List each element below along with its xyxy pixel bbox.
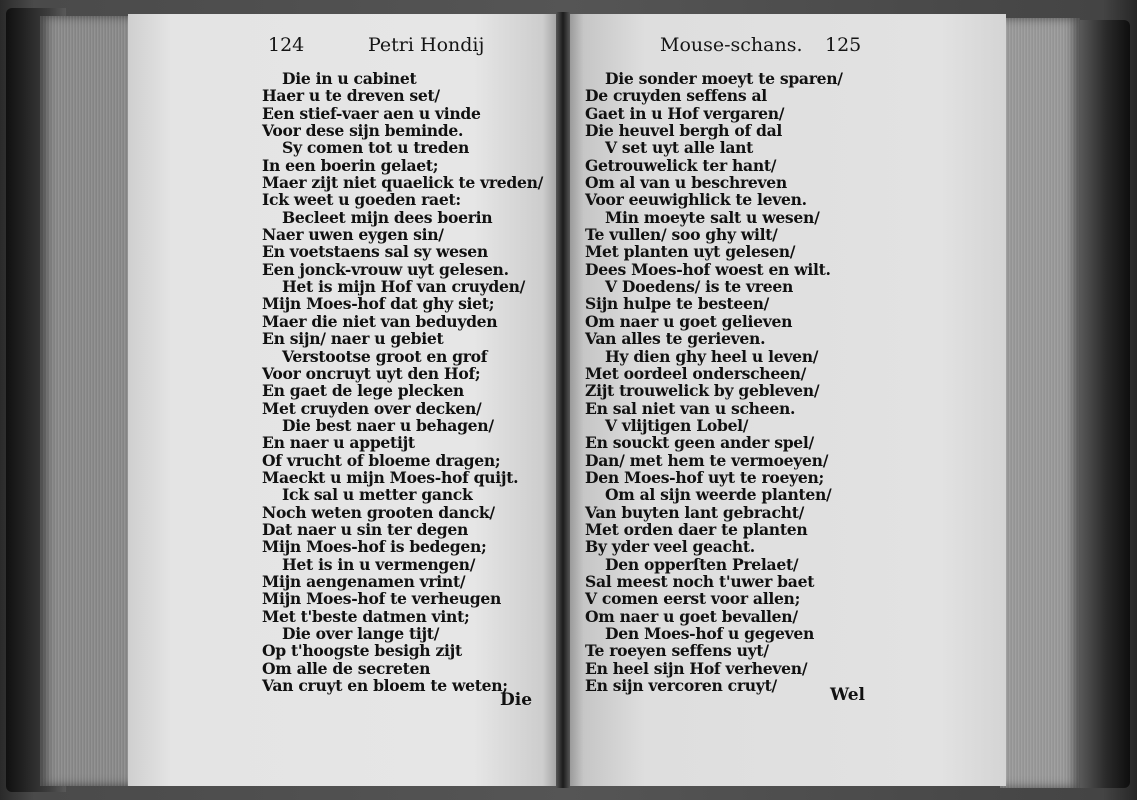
verse-line: Die in u cabinet <box>282 69 417 88</box>
verse-line: En gaet de lege plecken <box>262 381 464 401</box>
verse-line: V comen eerst voor allen; <box>585 589 801 609</box>
verse-line: Noch weten grooten danck/ <box>262 502 495 522</box>
verse-line: Mijn aengenamen vrint/ <box>262 571 466 591</box>
verse-line: Haer u te dreven set/ <box>262 86 440 106</box>
verse-line: En heel sijn Hof verheven/ <box>585 658 808 678</box>
verse-line: En naer u appetijt <box>262 433 415 453</box>
verse-line: Den Moes-hof uyt te roeyen; <box>585 467 825 487</box>
verse-line: Becleet mijn dees boerin <box>282 207 493 227</box>
verse-line: Met planten uyt gelesen/ <box>585 242 796 262</box>
verse-line: Gaet in u Hof vergaren/ <box>585 103 785 123</box>
verse-line: Sal meest noch t'uwer baet <box>585 571 815 591</box>
right-page-number: 125 <box>825 34 862 56</box>
verse-line: En souckt geen ander spel/ <box>585 433 814 453</box>
left-catchword: Die <box>500 690 533 710</box>
verse-line: Om naer u goet bevallen/ <box>585 606 798 626</box>
verse-line: Sijn hulpe te besteen/ <box>585 294 770 314</box>
verse-line: Van alles te gerieven. <box>585 329 766 349</box>
verse-line: Dees Moes-hof woest en wilt. <box>585 259 831 279</box>
verse-line: Hy dien ghy heel u leven/ <box>605 346 819 366</box>
verse-line: Zijt trouwelick by gebleven/ <box>585 381 820 401</box>
verse-line: Die best naer u behagen/ <box>282 415 494 435</box>
verse-line: Mijn Moes-hof dat ghy siet; <box>262 294 495 314</box>
verse-line: Met cruyden over decken/ <box>262 398 482 418</box>
verse-line: Verstootse groot en grof <box>282 346 488 366</box>
verse-line: Die sonder moeyt te sparen/ <box>605 69 843 88</box>
verse-line: Met oordeel onderscheen/ <box>585 363 806 383</box>
verse-line: V vlijtigen Lobel/ <box>605 415 749 435</box>
verse-line: Min moeyte salt u wesen/ <box>605 207 820 227</box>
verse-line: Die over lange tijt/ <box>282 624 440 643</box>
verse-line: Op t'hoogste besigh zijt <box>262 641 462 661</box>
verse-line: Naer uwen eygen sin/ <box>262 225 444 245</box>
verse-line: Voor oncruyt uyt den Hof; <box>262 363 481 383</box>
verse-line: Van cruyt en bloem te weten; <box>262 676 508 696</box>
verse-line: Een jonck-vrouw uyt gelesen. <box>262 259 509 279</box>
verse-line: En voetstaens sal sy wesen <box>262 242 488 262</box>
verse-line: By yder veel geacht. <box>585 537 755 557</box>
page-edges-left <box>40 16 135 786</box>
verse-line: Met t'beste datmen vint; <box>262 606 470 626</box>
verse-line: Dan/ met hem te vermoeyen/ <box>585 450 829 470</box>
right-running-head: Mouse-schans. <box>660 34 803 56</box>
verse-line: Getrouwelick ter hant/ <box>585 155 777 175</box>
left-running-head: Petri Hondij <box>368 34 485 56</box>
verse-line: Den Moes-hof u gegeven <box>605 624 815 643</box>
verse-line: Om alle de secreten <box>262 658 431 678</box>
verse-line: Mijn Moes-hof te verheugen <box>262 589 502 609</box>
verse-line: Om al van u beschreven <box>585 173 787 193</box>
verse-line: Of vrucht of bloeme dragen; <box>262 450 501 470</box>
verse-line: Een stief-vaer aen u vinde <box>262 103 481 123</box>
right-catchword: Wel <box>830 685 865 705</box>
verse-line: En sijn vercoren cruyt/ <box>585 676 777 696</box>
verse-line: Sy comen tot u treden <box>282 138 470 158</box>
verse-line: Ick sal u metter ganck <box>282 485 473 505</box>
verse-line: Om naer u goet gelieven <box>585 311 793 331</box>
verse-line: Maer zijt niet quaelick te vreden/ <box>262 173 544 193</box>
verse-line: V Doedens/ is te vreen <box>605 277 793 297</box>
verse-line: Mijn Moes-hof is bedegen; <box>262 537 487 557</box>
verse-line: Te roeyen seffens uyt/ <box>585 641 769 661</box>
verse-line: En sal niet van u scheen. <box>585 398 796 418</box>
left-page-text <box>262 70 562 694</box>
verse-line: Maeckt u mijn Moes-hof quijt. <box>262 467 519 487</box>
verse-line: Voor dese sijn beminde. <box>262 121 464 141</box>
verse-line: V set uyt alle lant <box>605 138 754 158</box>
verse-line: Om al sijn weerde planten/ <box>605 485 832 505</box>
verse-line: Het is in u vermengen/ <box>282 554 476 574</box>
page-edges-right <box>1000 18 1080 788</box>
verse-line: Voor eeuwighlick te leven. <box>585 190 807 210</box>
verse-line: Ick weet u goeden raet: <box>262 190 461 210</box>
verse-line: Met orden daer te planten <box>585 519 808 539</box>
verse-line: Van buyten lant gebracht/ <box>585 502 805 522</box>
verse-line: En sijn/ naer u gebiet <box>262 329 444 349</box>
verse-line: Maer die niet van beduyden <box>262 311 498 331</box>
verse-line: De cruyden seffens al <box>585 86 767 106</box>
verse-line: Dat naer u sin ter degen <box>262 519 469 539</box>
verse-line: In een boerin gelaet; <box>262 155 439 175</box>
left-page-number: 124 <box>268 34 305 56</box>
verse-line: Te vullen/ soo ghy wilt/ <box>585 225 778 245</box>
verse-line: Die heuvel bergh of dal <box>585 121 783 141</box>
verse-line: Den opperſten Prelaet/ <box>605 554 799 574</box>
verse-line: Het is mijn Hof van cruyden/ <box>282 277 526 297</box>
right-page-text <box>585 70 885 694</box>
